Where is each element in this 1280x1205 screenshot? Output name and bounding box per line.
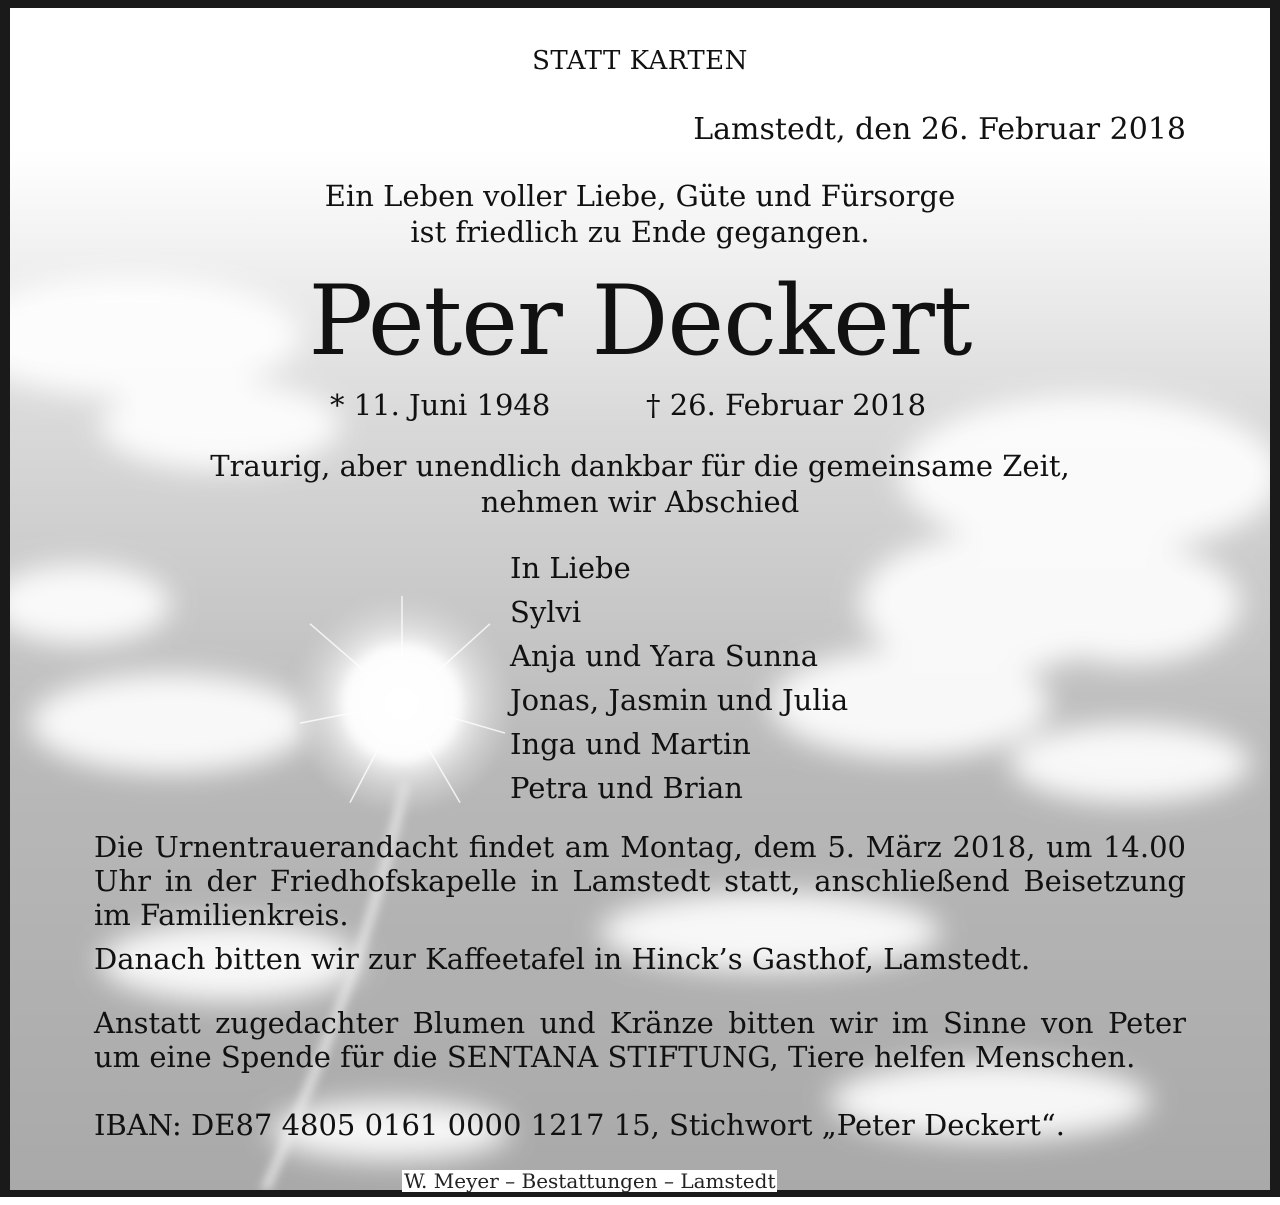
coffee-paragraph: Danach bitten wir zur Kaffeetafel in Hinck’s Gasthof, Lamstedt. — [94, 942, 1031, 976]
signer-line: Anja und Yara Sunna — [510, 639, 818, 673]
donation-paragraph: Anstatt zugedachter Blumen und Kränze bitten wir im Sinne von Peter um eine Spende für die SENTANA STIFTUNG, Tiere helfen Menschen. — [94, 1006, 1186, 1074]
birth-date: * 11. Juni 1948 — [330, 388, 551, 422]
signer-line: Sylvi — [510, 595, 582, 629]
deceased-name: Peter Deckert — [308, 265, 972, 377]
header-statt-karten: STATT KARTEN — [532, 46, 748, 76]
mourning-line: Traurig, aber unendlich dankbar für die gemeinsame Zeit, — [210, 449, 1070, 483]
signer-line: In Liebe — [510, 551, 631, 585]
signer-line: Jonas, Jasmin und Julia — [510, 683, 849, 717]
intro-line: ist friedlich zu Ende gegangen. — [410, 215, 870, 249]
place-and-date: Lamstedt, den 26. Februar 2018 — [693, 112, 1186, 147]
intro-line: Ein Leben voller Liebe, Güte und Fürsorge — [324, 179, 956, 213]
iban-line: IBAN: DE87 4805 0161 0000 1217 15, Stichwort „Peter Deckert“. — [94, 1108, 1065, 1142]
death-date: † 26. Februar 2018 — [646, 388, 927, 422]
mourning-text — [10, 448, 1270, 520]
signers-list — [510, 546, 848, 810]
funeral-home-footer: W. Meyer – Bestattungen – Lamstedt — [404, 1169, 776, 1193]
intro-text — [10, 178, 1270, 250]
signer-line: Inga und Martin — [510, 727, 751, 761]
mourning-line: nehmen wir Abschied — [480, 485, 800, 519]
signer-line: Petra und Brian — [510, 771, 743, 805]
service-paragraph: Die Urnentrauerandacht findet am Montag, dem 5. März 2018, um 14.00 Uhr in der Friedhofskapelle in Lamstedt statt, anschließend Beisetzung im Familienkreis. — [94, 830, 1186, 932]
